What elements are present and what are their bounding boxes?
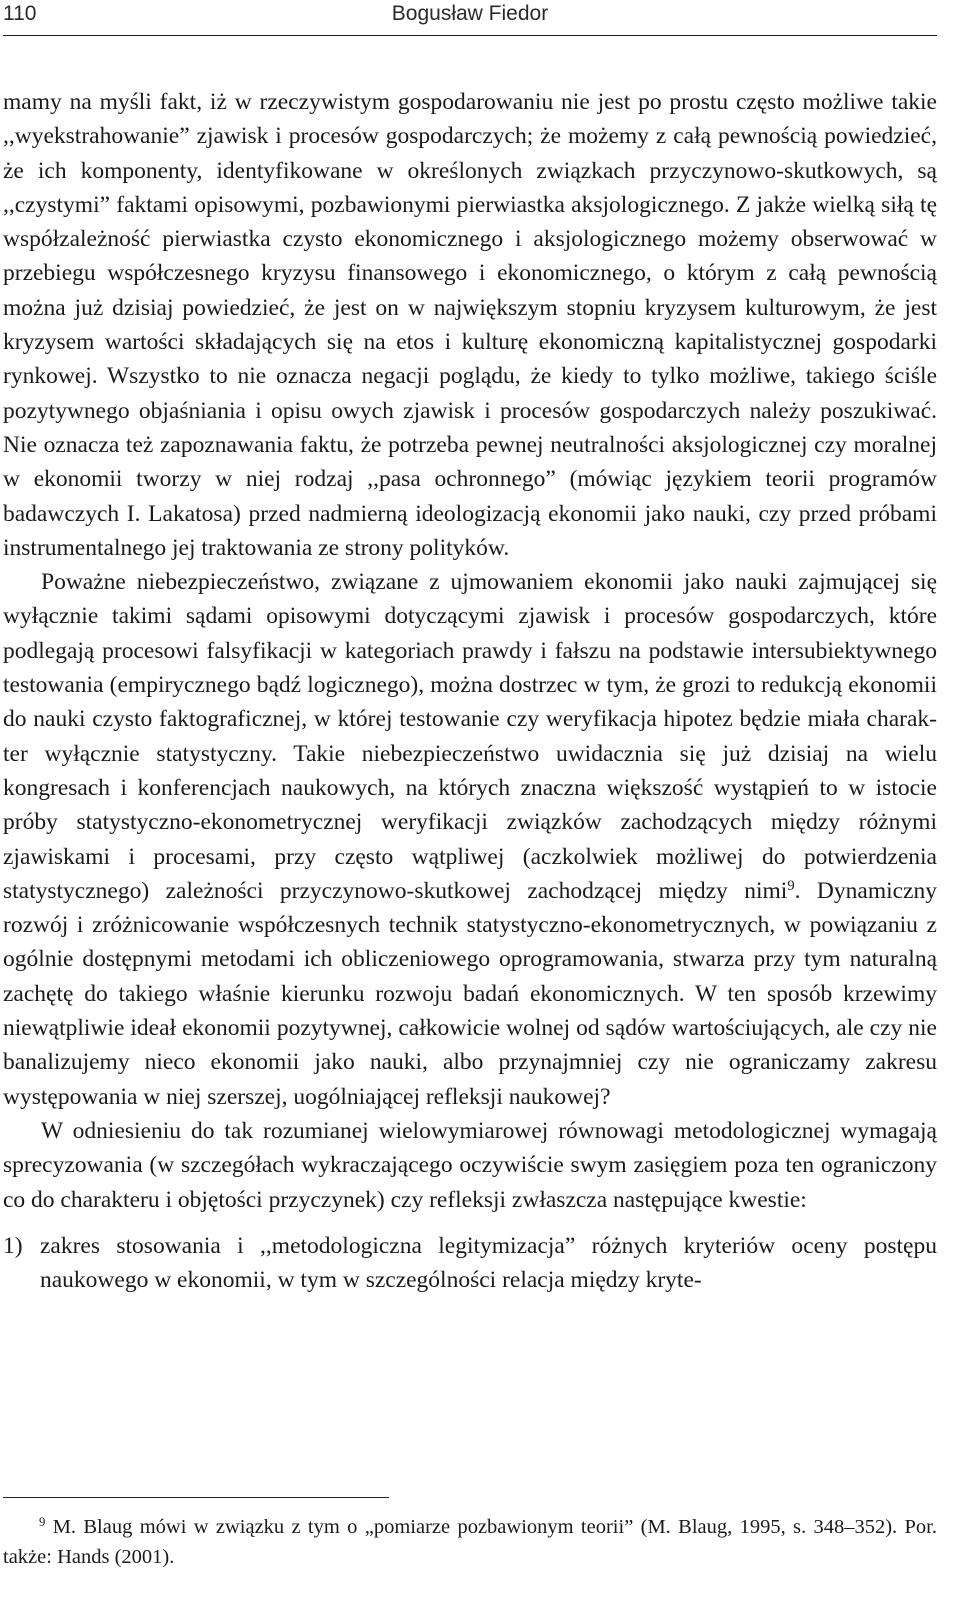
footnote-number: 9 xyxy=(39,1515,46,1530)
paragraph-1 xyxy=(3,85,937,565)
paragraph-2-text-a: Poważne niebezpieczeństwo, związane z ujmowaniem ekonomii jako nauki zajmującej się wyłącznie takimi sądami opisowymi dotyczącymi zjawisk i procesów gospodarczych, które podlegają procesowi falsyfikacji w kategoriach prawdy i fałszu na podstawie intersubiektywnego testowania (empirycznego bądź logicznego), można dostrzec w tym, że grozi to redukcją ekonomii do nauki czysto faktograficznej, w której testowanie czy weryfikacja hipotez będzie miała charakter wyłącznie statystyczny. Takie niebezpieczeństwo uwidacznia się już dzisiaj na wielu kongresach i konferencjach naukowych, na których znaczna większość wystąpień to w istocie próby statystyczno-ekonometrycznej weryfikacji związków zachodzących między różnymi zjawiskami i procesami, przy często wątpliwej (aczkolwiek możliwej do potwierdzenia statystycznego) zależności przyczynowo-skutkowej zachodzącej między nimi xyxy=(3,569,937,904)
running-title: Bogusław Fiedor xyxy=(391,2,549,25)
paragraph-1-text: mamy na myśli fakt, iż w rzeczywistym gospodarowaniu nie jest po prostu często możliwe takie ,,wyekstrahowanie” zjawisk i procesów gospodarczych; że możemy z całą pewnością powiedzieć, że ich komponenty, identyfikowane w określonych związkach przyczynowo-skutkowych, są ,,czystymi” faktami opisowymi, pozbawionymi pierwiastka aksjologicznego. Z jakże wielką siłą tę współzależność pierwiastka czysto ekonomicznego i aksjologicznego możemy obserwować w przebiegu współczesnego kryzysu finansowego i ekonomicznego, o którym z całą pewnością można już dzisiaj powiedzieć, że jest on w największym stopniu kryzysem kulturowym, że jest kryzysem wartości składających się na etos i kulturę ekonomiczną kapitalistycznej gospodarki rynkowej. Wszystko to nie oznacza negacji poglądu, że kiedy to tylko możliwe, takiego ściśle pozytywnego objaśniania i opisu owych zjawisk i procesów gospodarczych należy poszukiwać. Nie oznacza też zapoznawania faktu, że potrzeba pewnej neutralności aksjologicznej czy moralnej w ekonomii tworzy w niej rodzaj ,,pasa ochronnego” (mówiąc językiem teorii programów badawczych I. Lakatosa) przed nadmierną ideologizacją ekonomii jako nauki, czy przed próbami instrumentalnego jej traktowania ze strony polityków. xyxy=(3,89,937,561)
footnote-text: M. Blaug mówi w związku z tym o „pomiarze pozbawionym teorii” (M. Blaug, 1995, s. 348–352). Por. także: Hands (2001). xyxy=(3,1516,937,1568)
footnotes xyxy=(3,1512,937,1572)
paragraph-2 xyxy=(3,565,937,1114)
paragraph-2-text-b: . Dynamiczny rozwój i zróżnicowanie współczesnych technik statystyczno-ekonometrycznych, w powiązaniu z ogólnie dostępnymi metodami ich obliczeniowego oprogramowania, stwarza przy tym naturalną zachętę do takiego właśnie kierunku rozwoju badań ekonomicznych. W ten sposób krzewimy niewątpliwie ideał ekonomii pozytywnej, całkowicie wolnej od sądów wartościujących, ale czy nie banalizujemy nieco ekonomii jako nauki, albo przynajmniej czy nie ograniczamy zakresu występowania w niej szerszej, uogólniającej refleksji naukowej? xyxy=(3,877,937,1110)
paragraph-3-text: W odniesieniu do tak rozumianej wielowymiarowej równowagi metodologicznej wymagają sprecyzowania (w szczegółach wykraczającego oczywiście swym zasięgiem poza ten ograniczony co do charakteru i objętości przyczynek) czy refleksji zwłaszcza następujące kwestie: xyxy=(3,1117,937,1213)
list-item-marker: 1) xyxy=(3,1232,23,1259)
footnote xyxy=(3,1512,937,1572)
paragraph-3 xyxy=(3,1114,937,1217)
list-item xyxy=(3,1229,937,1298)
body-text xyxy=(3,85,937,1297)
footnote-reference[interactable]: 9 xyxy=(787,877,795,894)
page-number: 110 xyxy=(3,2,37,25)
footnote-separator xyxy=(3,1497,389,1498)
list-item-text: zakres stosowania i ,,metodologiczna legitymizacja” różnych kryteriów oceny postępu naukowego w ekonomii, w tym w szczególności relacja między kryte- xyxy=(40,1232,937,1294)
running-head xyxy=(3,0,937,34)
header-rule xyxy=(3,35,937,36)
